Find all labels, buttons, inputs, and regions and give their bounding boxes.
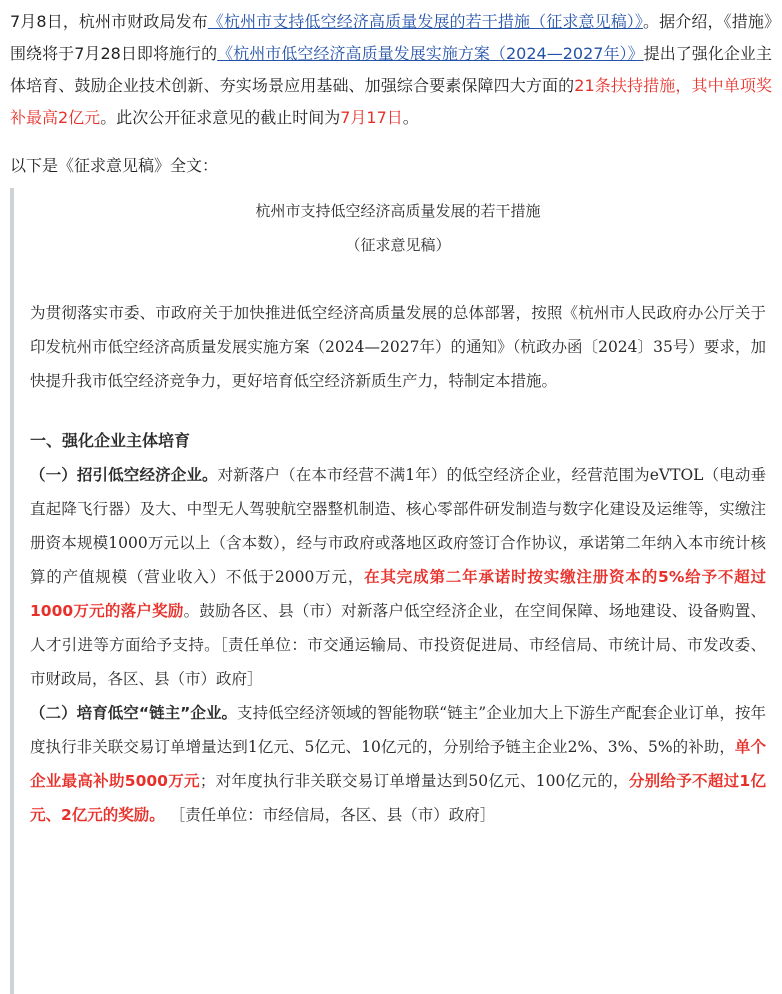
item-2-text-3: ［责任单位：市经信局，各区、县（市）政府］ bbox=[169, 806, 496, 824]
item-2-text-2: ；对年度执行非关联交易订单增量达到50亿元、100亿元的， bbox=[199, 772, 629, 790]
lead-text: 以下是《征求意见稿》全文： bbox=[10, 156, 219, 175]
intro-text-5: 。 bbox=[402, 108, 419, 127]
item-1-text-2: 。鼓励各区、县（市）对新落户低空经济企业，在空间保障、场地建设、设备购置、人才引进等方面给予支持。［责任单位：市交通运输局、市投资促进局、市经信局、市统计局、市发改委、市财政局，各区、县（市）政府］ bbox=[30, 602, 766, 688]
item-2-highlight-1: 单个企业最高补助5000万元 bbox=[30, 738, 766, 790]
quoted-document bbox=[10, 188, 782, 994]
item-1-highlight: 在其完成第二年承诺时按实缴注册资本的5%给予不超过1000万元的落户奖励 bbox=[30, 568, 766, 620]
link-measures-draft[interactable]: 《杭州市支持低空经济高质量发展的若干措施（征求意见稿）》 bbox=[207, 12, 644, 31]
intro-text-3: 提出了强化企业主体培育、鼓励企业技术创新、夯实场景应用基础、加强综合要素保障四大方面的 bbox=[10, 44, 772, 95]
item-2-text-1: 支持低空经济领域的智能物联“链主”企业加大上下游生产配套企业订单，按年度执行非关联交易订单增量达到1亿元、5亿元、10亿元的，分别给予链主企业2%、3%、5%的补助， bbox=[30, 704, 767, 756]
link-implementation-plan[interactable]: 《杭州市低空经济高质量发展实施方案（2024—2027年）》 bbox=[217, 44, 644, 63]
document-subtitle: （征求意见稿） bbox=[345, 236, 451, 254]
item-2-highlight-2: 分别给予不超过1亿元、2亿元的奖励。 bbox=[30, 772, 767, 824]
section-1-title: 一、强化企业主体培育 bbox=[30, 431, 191, 450]
document-preamble: 为贯彻落实市委、市政府关于加快推进低空经济高质量发展的总体部署，按照《杭州市人民政府办公厅关于印发杭州市低空经济高质量发展实施方案（2024—2027年）的通知》（杭政办函〔2024〕35号）要求，加快提升我市低空经济竞争力，更好培育低空经济新质生产力，特制定本措施。 bbox=[30, 304, 766, 390]
item-1-head: （一）招引低空经济企业。 bbox=[30, 466, 218, 484]
item-2-head: （二）培育低空“链主”企业。 bbox=[30, 704, 238, 722]
intro-paragraph bbox=[0, 0, 782, 134]
item-2 bbox=[30, 696, 766, 832]
intro-highlight-measures: 21条扶持措施，其中单项奖补最高2亿元 bbox=[10, 76, 772, 127]
item-1-text-1: 对新落户（在本市经营不满1年）的低空经济企业，经营范围为eVTOL（电动垂直起降飞行器）及大、中型无人驾驶航空器整机制造、核心零部件研发制造与数字化建设及运维等，实缴注册资本规模1000万元以上（含本数），经与市政府或落地区政府签订合作协议，承诺第二年纳入本市统计核算的产值规模（营业收入）不低于2000万元， bbox=[30, 466, 766, 586]
item-1 bbox=[30, 458, 766, 696]
document-title: 杭州市支持低空经济高质量发展的若干措施 bbox=[255, 202, 541, 220]
intro-text-1: 7月8日，杭州市财政局发布 bbox=[10, 12, 208, 31]
intro-text-2: 。据介绍，《措施》围绕将于7月28日即将施行的 bbox=[10, 12, 772, 63]
intro-text-4: 。此次公开征求意见的截止时间为 bbox=[100, 108, 341, 127]
intro-highlight-deadline: 7月17日 bbox=[340, 108, 403, 127]
